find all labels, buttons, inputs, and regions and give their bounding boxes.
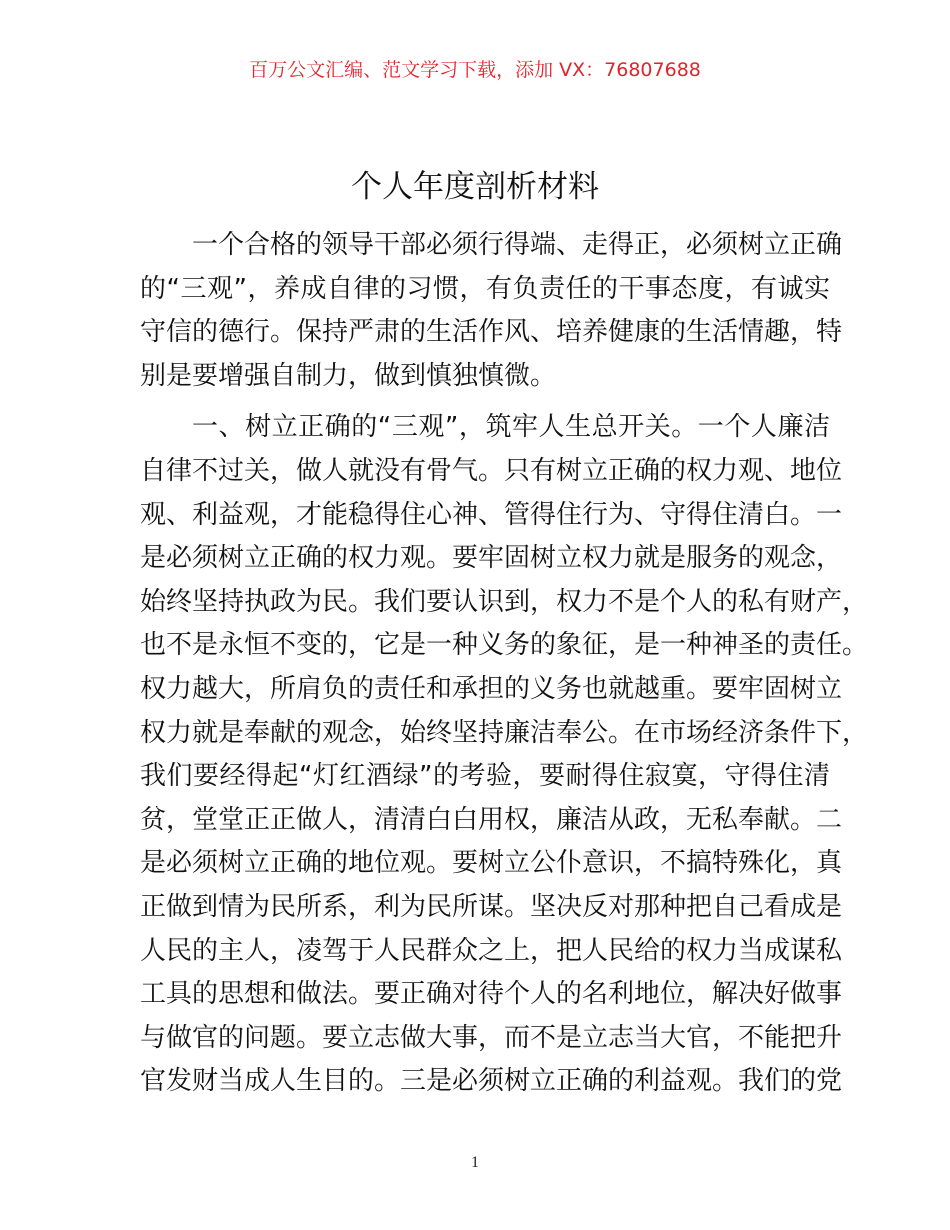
text-line: 也不是永恒不变的，它是一种义务的象征，是一种神圣的责任。 <box>140 630 869 661</box>
text-line: 人民的主人，凌驾于人民群众之上，把人民给的权力当成谋私 <box>140 935 843 966</box>
text-line: 是必须树立正确的地位观。要树立公仆意识，不搞特殊化，真 <box>140 848 843 879</box>
text-line: 的“三观”，养成自律的习惯，有负责任的干事态度，有诚实 <box>140 273 830 304</box>
text-line: 自律不过关，做人就没有骨气。只有树立正确的权力观、地位 <box>140 455 843 486</box>
document-title: 个人年度剖析材料 <box>351 169 599 205</box>
text-line: 正做到情为民所系，利为民所谋。坚决反对那种把自己看成是 <box>140 891 843 922</box>
text-line: 一、树立正确的“三观”，筑牢人生总开关。一个人廉洁 <box>192 412 830 443</box>
text-line: 守信的德行。保持严肃的生活作风、培养健康的生活情趣，特 <box>140 317 843 348</box>
watermark-header: 百万公文汇编、范文学习下载，添加 VX：76807688 <box>249 59 701 81</box>
text-line: 一个合格的领导干部必须行得端、走得正，必须树立正确 <box>192 230 843 260</box>
text-line: 权力就是奉献的观念，始终坚持廉洁奉公。在市场经济条件下， <box>140 717 869 748</box>
text-line: 是必须树立正确的权力观。要牢固树立权力就是服务的观念， <box>140 543 843 574</box>
text-line: 我们要经得起“灯红酒绿”的考验，要耐得住寂寞，守得住清 <box>140 761 830 792</box>
text-line: 权力越大，所肩负的责任和承担的义务也就越重。要牢固树立 <box>140 673 843 704</box>
text-line: 官发财当成人生目的。三是必须树立正确的利益观。我们的党 <box>140 1066 843 1097</box>
document-body <box>140 224 869 1112</box>
page-number: 1 <box>471 1154 479 1171</box>
text-line: 贫，堂堂正正做人，清清白白用权，廉洁从政，无私奉献。二 <box>140 804 843 835</box>
paragraph <box>140 406 869 1104</box>
text-line: 别是要增强自制力，做到慎独慎微。 <box>140 360 557 391</box>
text-line: 观、利益观，才能稳得住心神、管得住行为、守得住清白。一 <box>140 499 843 530</box>
paragraph <box>140 224 843 398</box>
text-line: 与做官的问题。要立志做大事，而不是立志当大官，不能把升 <box>140 1022 843 1053</box>
text-line: 工具的思想和做法。要正确对待个人的名利地位，解决好做事 <box>140 979 843 1010</box>
text-line: 始终坚持执政为民。我们要认识到，权力不是个人的私有财产， <box>140 586 869 617</box>
